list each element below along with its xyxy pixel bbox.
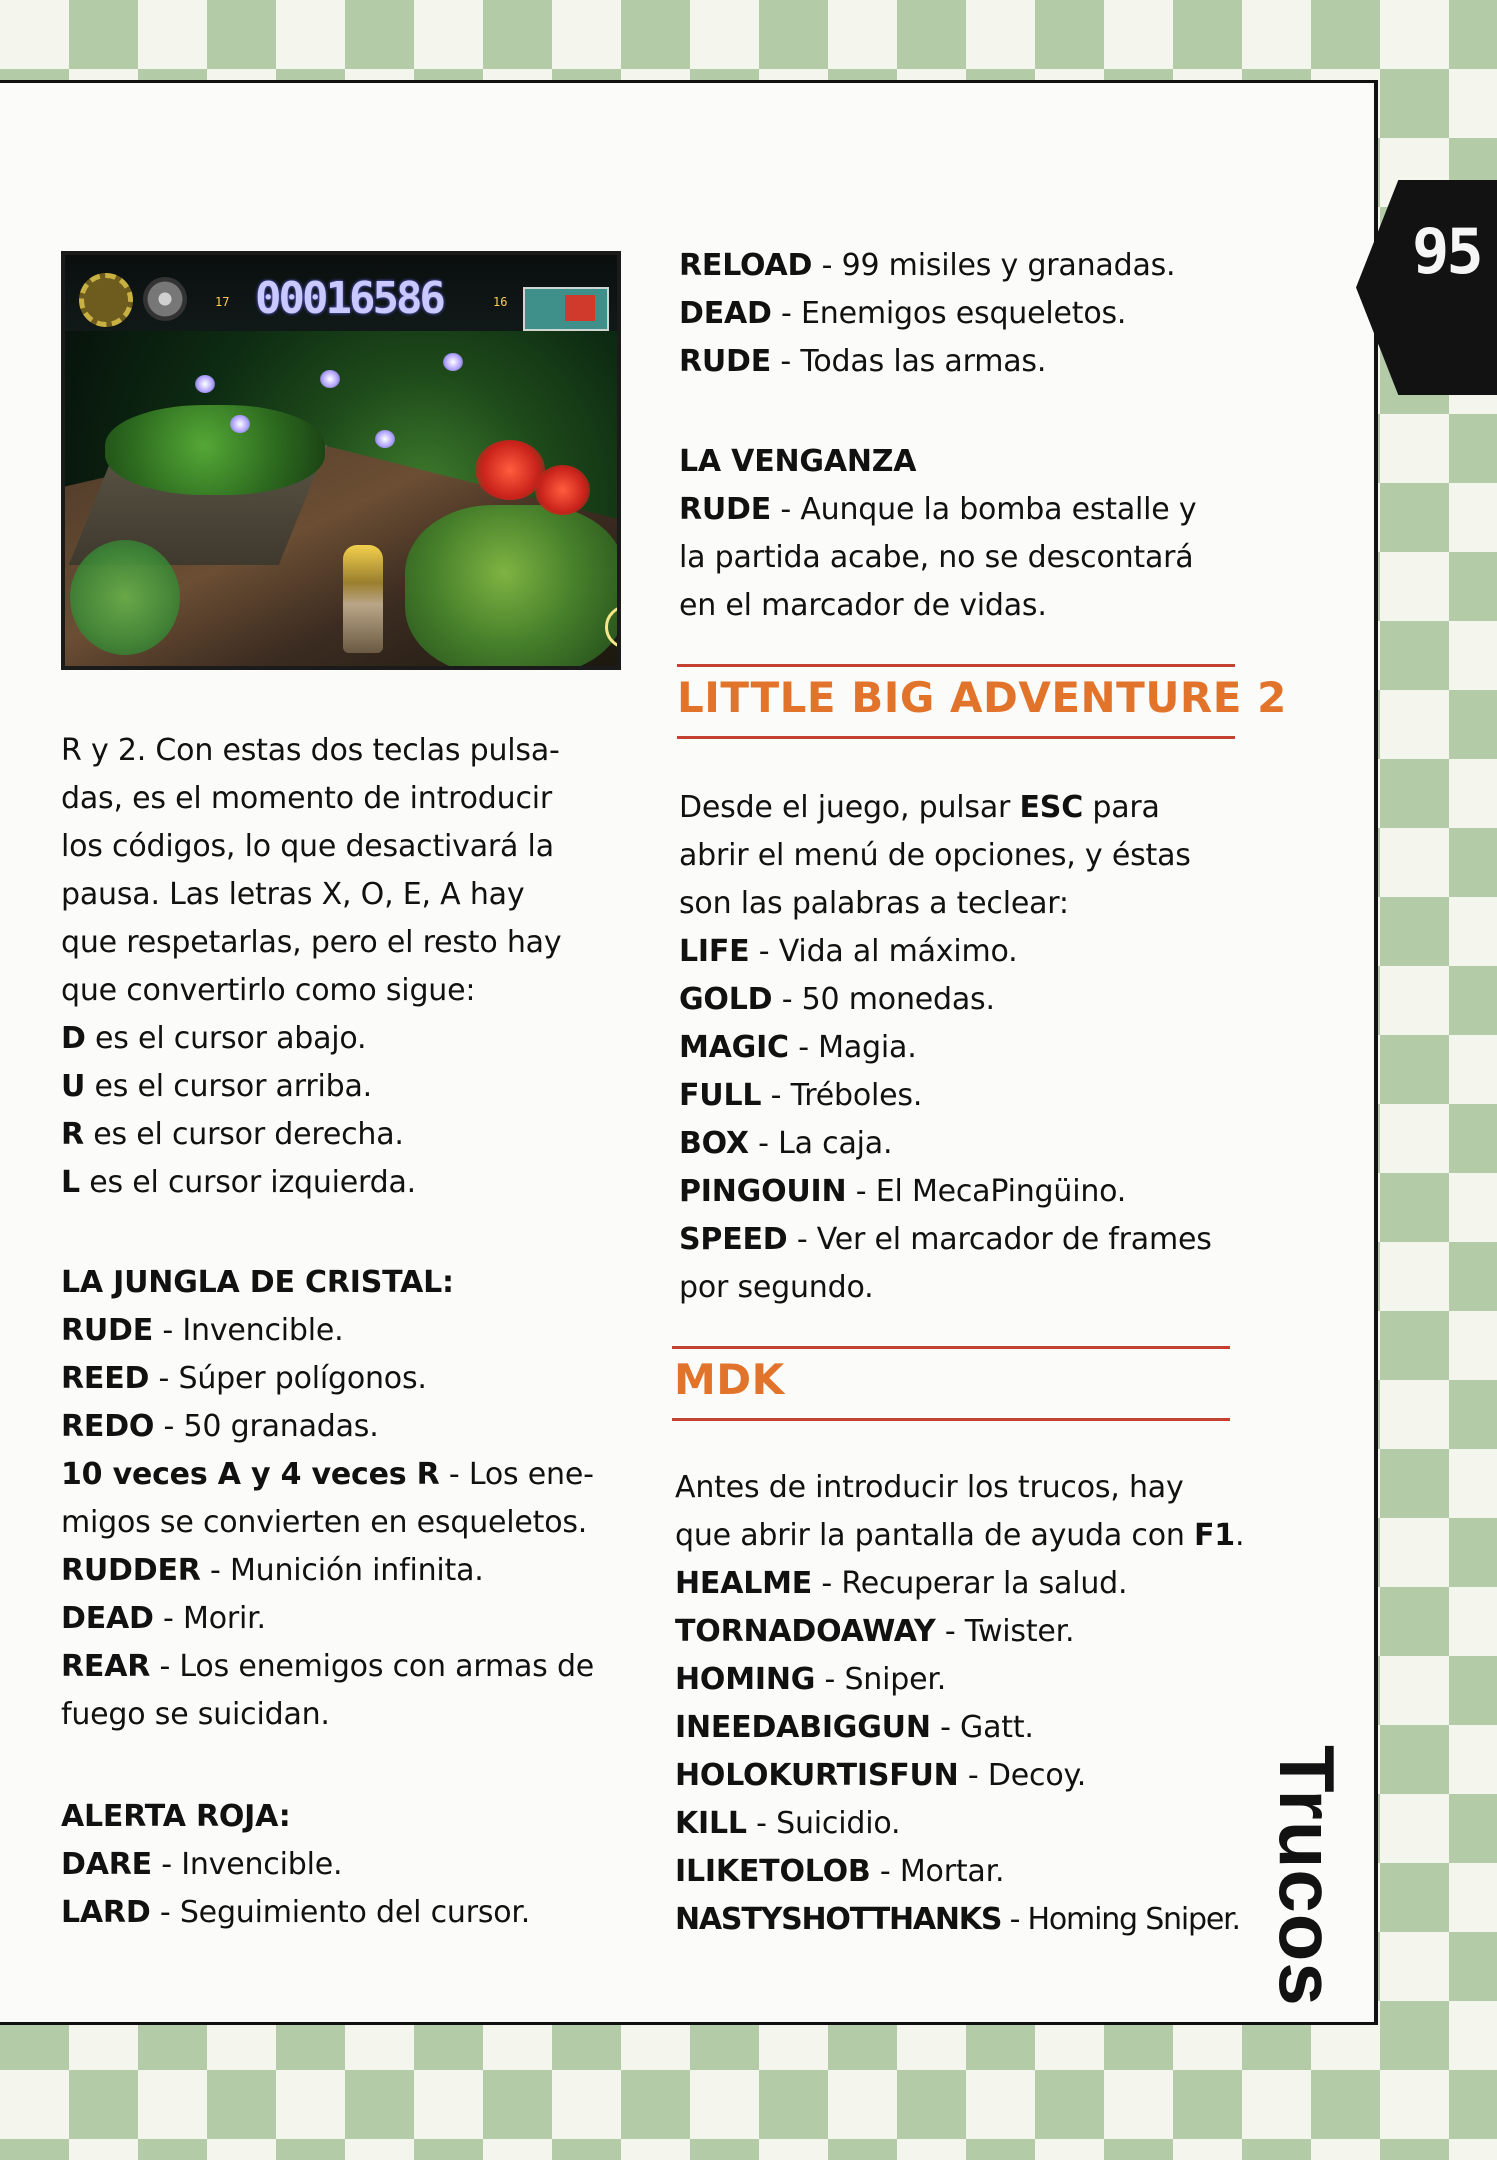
glow-orb <box>230 415 250 433</box>
cheat-line: TORNADOAWAY - Twister. <box>675 1614 1075 1649</box>
game-bush <box>405 505 621 670</box>
cheat-line: 10 veces A y 4 veces R - Los ene- <box>61 1457 594 1492</box>
cheat-line: RUDE - Todas las armas. <box>679 344 1047 379</box>
cheat-line: por segundo. <box>679 1270 874 1305</box>
glow-orb <box>375 430 395 448</box>
cheat-line: DEAD - Morir. <box>61 1601 266 1636</box>
cheat-line: RELOAD - 99 misiles y granadas. <box>679 248 1176 283</box>
cheat-line: REAR - Los enemigos con armas de <box>61 1649 595 1684</box>
heading-rule-top <box>677 664 1235 667</box>
cheat-line: LARD - Seguimiento del cursor. <box>61 1895 531 1930</box>
section-title: Trucos <box>1263 1745 1351 2007</box>
cheat-line: RUDE - Aunque la bomba estalle y <box>679 492 1197 527</box>
intro-line: R y 2. Con estas dos teclas pulsa- <box>61 733 560 768</box>
intro-line: pausa. Las letras X, O, E, A hay <box>61 877 525 912</box>
mapping-line: R es el cursor derecha. <box>61 1117 404 1152</box>
game-screenshot <box>61 251 621 670</box>
cheat-line: REDO - 50 granadas. <box>61 1409 379 1444</box>
cheat-line: la partida acabe, no se descontará <box>679 540 1194 575</box>
heading-rule-bottom <box>672 1418 1230 1421</box>
intro-line: que abrir la pantalla de ayuda con F1. <box>675 1518 1245 1553</box>
reel-icon <box>143 277 187 321</box>
page-number: 95 <box>1412 215 1481 288</box>
radar-map <box>523 287 609 331</box>
hud-right-count: 16 <box>493 295 508 309</box>
gear-icon <box>79 273 133 327</box>
heading-rule-top <box>672 1346 1230 1349</box>
cheat-line: SPEED - Ver el marcador de frames <box>679 1222 1212 1257</box>
cheat-line: ILIKETOLOB - Mortar. <box>675 1854 1005 1889</box>
intro-line: abrir el menú de opciones, y éstas <box>679 838 1191 873</box>
cheat-line: MAGIC - Magia. <box>679 1030 917 1065</box>
mapping-line: U es el cursor arriba. <box>61 1069 372 1104</box>
cheat-line: NASTYSHOTTHANKS - Homing Sniper. <box>675 1902 1240 1937</box>
mapping-line: L es el cursor izquierda. <box>61 1165 417 1200</box>
glow-orb <box>195 375 215 393</box>
game-planter-plants <box>105 405 325 495</box>
lba2-heading: LITTLE BIG ADVENTURE 2 <box>677 673 1287 722</box>
cheat-line: DARE - Invencible. <box>61 1847 343 1882</box>
cheat-line: FULL - Tréboles. <box>679 1078 923 1113</box>
game-hud <box>65 255 617 331</box>
mapping-line: D es el cursor abajo. <box>61 1021 367 1056</box>
venganza-title: LA VENGANZA <box>679 444 917 479</box>
cheat-line: GOLD - 50 monedas. <box>679 982 995 1017</box>
cheat-line: fuego se suicidan. <box>61 1697 330 1732</box>
player-character <box>343 545 383 653</box>
cheat-line: HEALME - Recuperar la salud. <box>675 1566 1128 1601</box>
explosion-blob <box>535 465 590 515</box>
intro-line: das, es el momento de introducir <box>61 781 553 816</box>
intro-line: Desde el juego, pulsar ESC para <box>679 790 1160 825</box>
cheat-line: HOLOKURTISFUN - Decoy. <box>675 1758 1087 1793</box>
intro-line: Antes de introducir los trucos, hay <box>675 1470 1184 1505</box>
glow-orb <box>320 370 340 388</box>
cheat-line: RUDE - Invencible. <box>61 1313 344 1348</box>
intro-line: que convertirlo como sigue: <box>61 973 476 1008</box>
cheat-line: DEAD - Enemigos esqueletos. <box>679 296 1127 331</box>
intro-line: los códigos, lo que desactivará la <box>61 829 554 864</box>
radar-flag-icon <box>565 295 595 321</box>
heading-rule-bottom <box>677 736 1235 739</box>
cheat-line: LIFE - Vida al máximo. <box>679 934 1018 969</box>
intro-line: son las palabras a teclear: <box>679 886 1069 921</box>
cheat-line: en el marcador de vidas. <box>679 588 1047 623</box>
cheat-line: RUDDER - Munición infinita. <box>61 1553 484 1588</box>
intro-line: que respetarlas, pero el resto hay <box>61 925 562 960</box>
jungla-title: LA JUNGLA DE CRISTAL: <box>61 1265 454 1300</box>
cheat-line: REED - Súper polígonos. <box>61 1361 427 1396</box>
cheat-line: BOX - La caja. <box>679 1126 893 1161</box>
cheat-line: HOMING - Sniper. <box>675 1662 947 1697</box>
cheat-line: KILL - Suicidio. <box>675 1806 901 1841</box>
green-orb <box>70 540 180 655</box>
cheat-line: PINGOUIN - El MecaPingüino. <box>679 1174 1127 1209</box>
hud-left-count: 17 <box>215 295 230 309</box>
cheat-line: migos se convierten en esqueletos. <box>61 1505 588 1540</box>
game-score: 00016586 <box>255 273 443 324</box>
glow-orb <box>443 353 463 371</box>
mdk-heading: MDK <box>674 1355 785 1404</box>
cheat-line: INEEDABIGGUN - Gatt. <box>675 1710 1034 1745</box>
alerta-title: ALERTA ROJA: <box>61 1799 291 1834</box>
